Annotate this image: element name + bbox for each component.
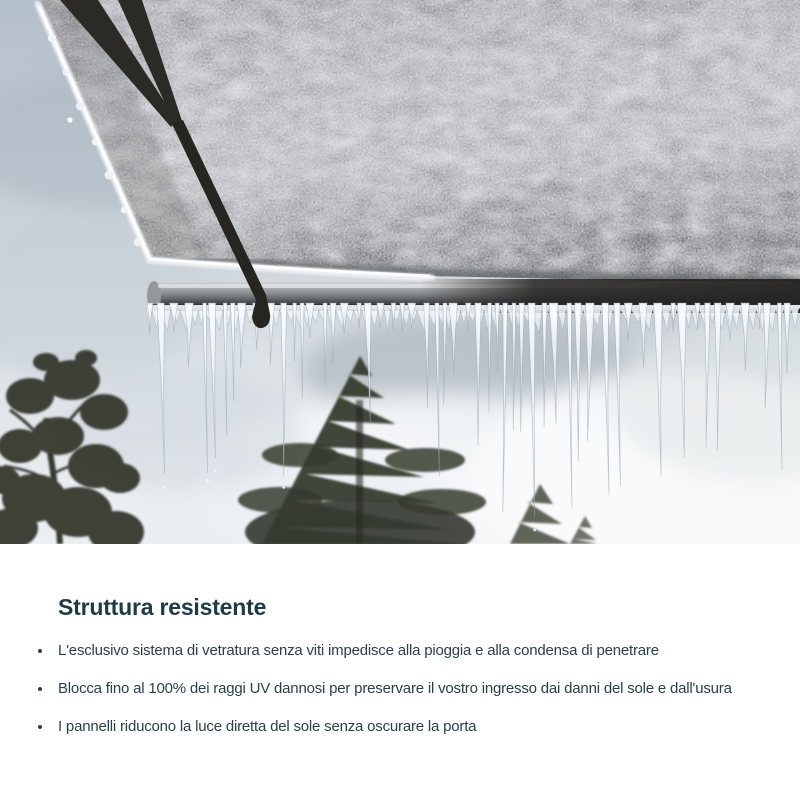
bullet-text: I pannelli riducono la luce diretta del sole senza oscurare la porta [58,718,477,735]
bullet-dot-icon [38,649,42,653]
bullet-dot-icon [38,725,42,729]
bullet-dot-icon [38,687,42,691]
list-item [36,640,794,661]
section-title: Struttura resistente [58,594,267,620]
list-item [36,716,794,737]
list-item [36,678,794,699]
bullet-text: L'esclusivo sistema di vetratura senza viti impedisce alla pioggia e alla condensa di penetrare [58,642,659,659]
feature-bullet-list [36,640,794,737]
bullet-text: Blocca fino al 100% dei raggi UV dannosi per preservare il vostro ingresso dai danni del sole e dall'usura [58,680,732,697]
feature-text-section [0,544,800,737]
